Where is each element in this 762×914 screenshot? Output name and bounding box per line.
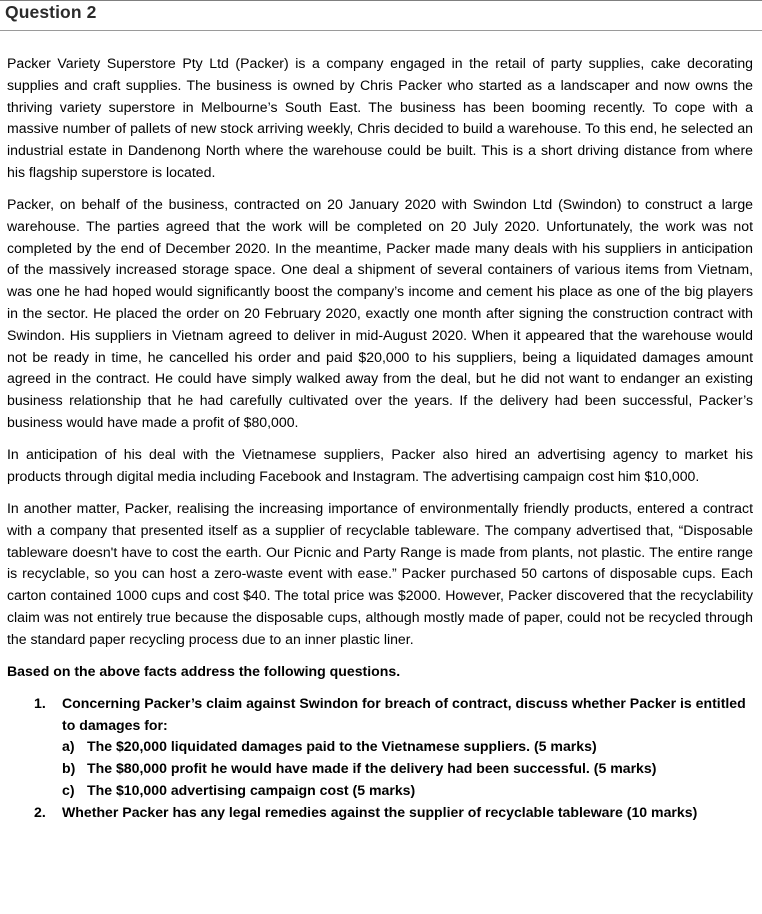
sub-question-text: The $20,000 liquidated damages paid to the Vietnamese suppliers. (5 marks) xyxy=(87,738,597,755)
paragraph-advertising: In anticipation of his deal with the Vietnamese suppliers, Packer also hired an advertising agency to market his products through digital media including Facebook and Instagram. The advertising campaign cost him $10,000. xyxy=(7,446,753,484)
heading-divider xyxy=(0,30,762,31)
question-text: Whether Packer has any legal remedies against the supplier of recyclable tableware (10 marks) xyxy=(62,803,698,820)
paragraph-background: Packer Variety Superstore Pty Ltd (Packer) is a company engaged in the retail of party supplies, cake decorating supplies and craft supplies. The business is owned by Chris Packer who started as a landscaper and now owns the thriving variety superstore in Melbourne’s South East. The business has been booming recently. To cope with a massive number of pallets of new stock arriving weekly, Chris decided to build a warehouse. To this end, he selected an industrial estate in Dandenong North where the warehouse could be built. This is a short driving distance from where his flagship superstore is located. xyxy=(7,55,753,180)
sub-question-item xyxy=(62,758,753,780)
sub-question-text: The $10,000 advertising campaign cost (5 marks) xyxy=(87,781,416,798)
paragraph-tableware: In another matter, Packer, realising the increasing importance of environmentally friendly products, entered a contract with a company that presented itself as a supplier of recyclable tableware. The company advertised that, “Disposable tableware doesn't have to cost the earth. Our Picnic and Party Range is made from plants, not plastic. The entire range is recyclable, so you can host a zero-waste event with ease.” Packer purchased 50 cartons of disposable cups. Each carton contained 1000 cups and cost $40. The total price was $2000. However, Packer discovered that the recyclability claim was not entirely true because the disposable cups, although mostly made of paper, could not be recycled through the standard paper recycling process due to an inner plastic liner. xyxy=(7,500,753,647)
sub-question-label: b) xyxy=(62,760,76,777)
question-text: Concerning Packer’s claim against Swindon for breach of contract, discuss whether Packer is entitled to damages for: xyxy=(62,694,746,733)
question-item xyxy=(34,802,753,824)
sub-question-item xyxy=(62,780,753,802)
sub-question-label: c) xyxy=(62,781,75,798)
top-border xyxy=(0,0,762,1)
paragraph-swindon-contract: Packer, on behalf of the business, contracted on 20 January 2020 with Swindon Ltd (Swindon) to construct a large warehouse. The parties agreed that the work will be completed on 20 July 2020. Unfortunately, the work was not completed by the end of December 2020. In the meantime, Packer made many deals with his suppliers in anticipation of the massively increased storage space. One deal a shipment of several containers of various items from Vietnam, was one he had hoped would significantly boost the company’s income and cement his place as one of the big players in the sector. He placed the order on 20 February 2020, exactly one month after signing the construction contract with Swindon. His suppliers in Vietnam agreed to deliver in mid-August 2020. When it appeared that the warehouse would not be ready in time, he cancelled his order and paid $20,000 to his suppliers, being a liquidated damages amount agreed in the contract. He could have simply walked away from the deal, but he did not want to endanger an existing business relationship that he had carefully cultivated over the years. If the delivery had been successful, Packer’s business would have made a profit of $80,000. xyxy=(7,196,753,431)
question-item xyxy=(34,693,753,802)
instructions-lead: Based on the above facts address the following questions. xyxy=(7,662,401,679)
sub-question-label: a) xyxy=(62,738,75,755)
question-number: 1. xyxy=(34,694,46,711)
question-number: 2. xyxy=(34,803,46,820)
sub-question-text: The $80,000 profit he would have made if the delivery had been successful. (5 marks) xyxy=(87,760,657,777)
question-heading: Question 2 xyxy=(5,2,97,22)
sub-question-item xyxy=(62,736,753,758)
question-list xyxy=(7,693,753,824)
sub-question-list xyxy=(62,736,753,801)
document-body xyxy=(7,53,753,823)
